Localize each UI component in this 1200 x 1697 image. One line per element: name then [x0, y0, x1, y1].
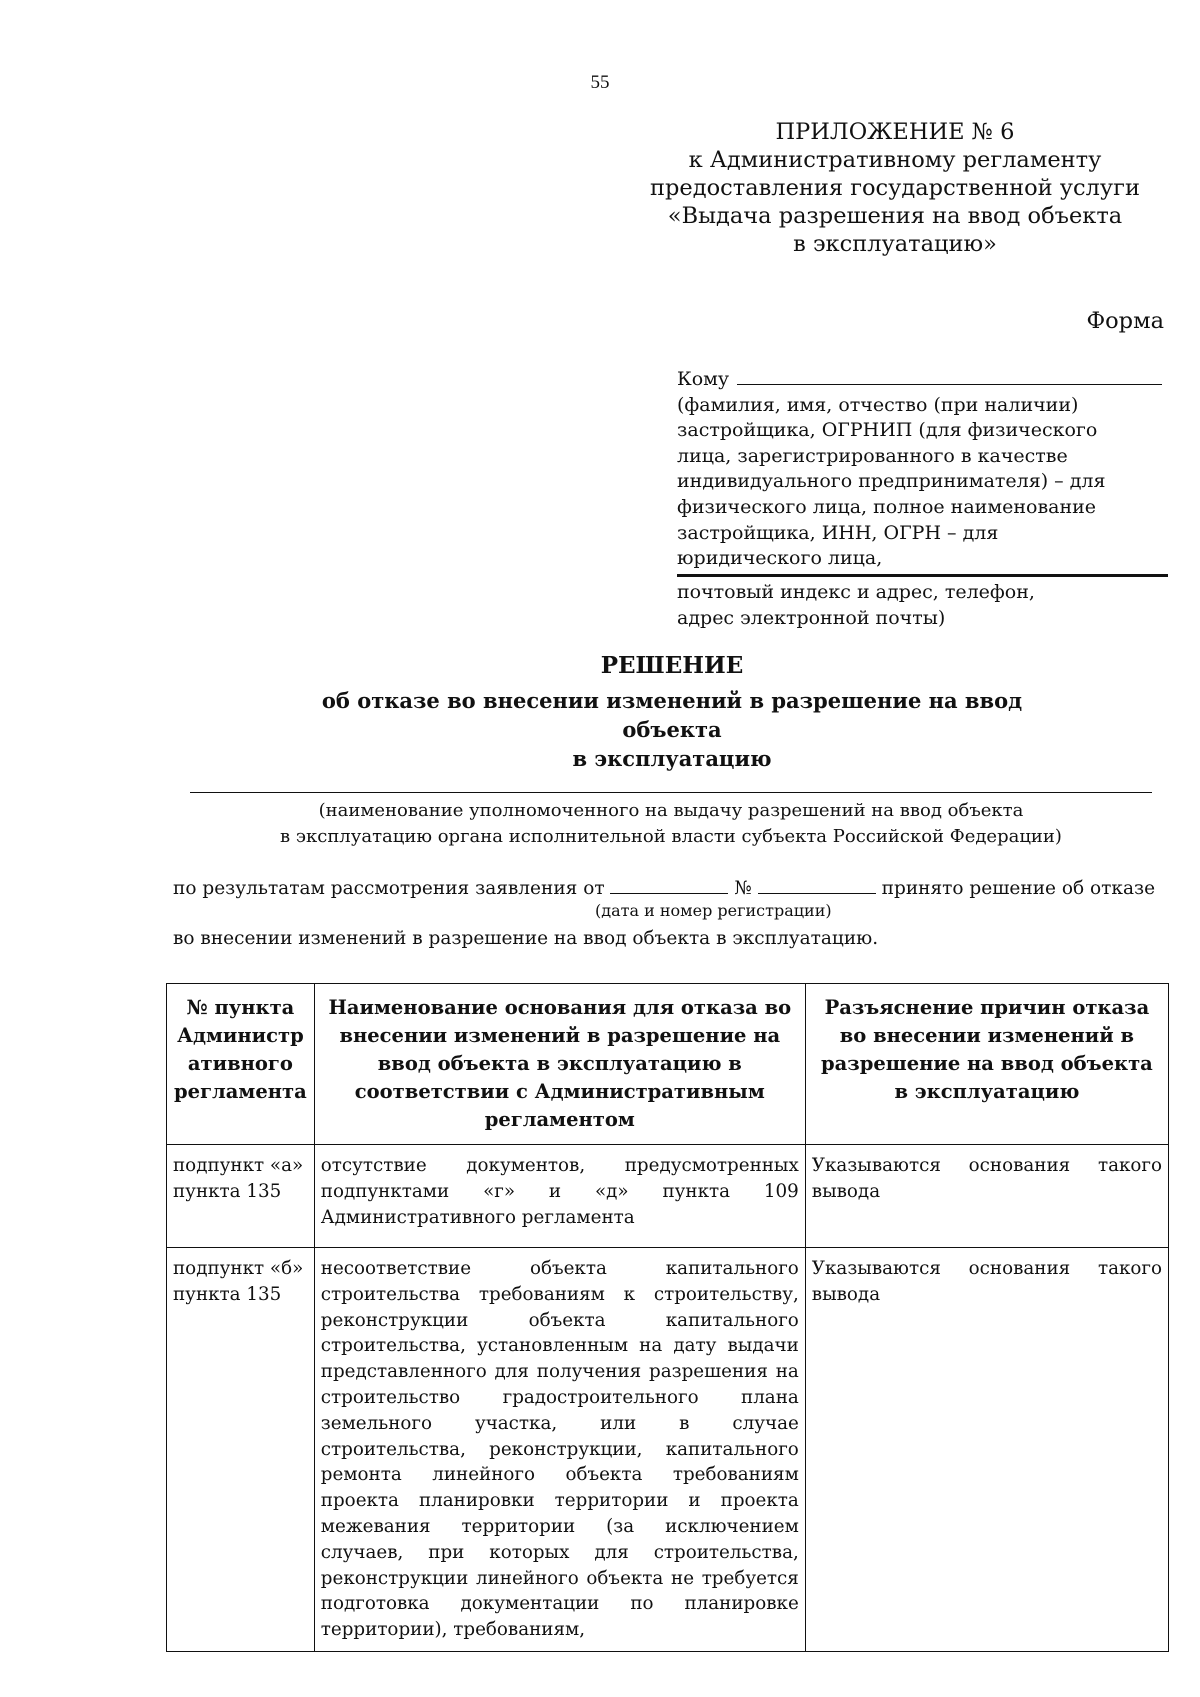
column-header: № пункта Администр ативного регламента: [167, 984, 315, 1145]
table-cell-point: подпункт «а» пункта 135: [167, 1145, 315, 1248]
appendix-line: «Выдача разрешения на ввод объекта: [667, 203, 1123, 229]
decision-subtitle-line: в эксплуатацию: [572, 746, 772, 771]
recipient-caption-line: физического лица, полное наименование: [677, 495, 1097, 518]
result-statement: [173, 876, 1158, 901]
recipient-caption-line: почтовый индекс и адрес, телефон,: [677, 581, 1035, 603]
decision-title: РЕШЕНИЕ: [600, 652, 744, 679]
date-blank: [610, 877, 728, 894]
authority-caption-line: (наименование уполномоченного на выдачу разрешений на ввод объекта: [318, 800, 1024, 821]
recipient-block-continued: [677, 580, 1167, 631]
recipient-divider: [677, 574, 1168, 577]
recipient-komu-row: [677, 366, 1167, 393]
table-cell-explanation: Указываются основания такого вывода: [805, 1248, 1168, 1652]
appendix-line: предоставления государственной услуги: [650, 175, 1140, 201]
recipient-caption-line: застройщика, ОГРНИП (для физического: [677, 419, 1098, 442]
authority-caption-line: в эксплуатацию органа исполнительной власти субъекта Российской Федерации): [280, 825, 1062, 847]
recipient-caption-line: лица, зарегистрированного в качестве: [677, 444, 1068, 467]
date-caption: (дата и номер регистрации): [595, 901, 832, 920]
column-header: Разъяснение причин отказа во внесении изменений в разрешение на ввод объекта в эксплуатацию: [805, 984, 1168, 1145]
number-blank: [758, 877, 876, 894]
number-sign: №: [734, 878, 752, 899]
authority-caption: [190, 798, 1152, 849]
page-number: 55: [590, 72, 610, 93]
recipient-caption-line: адрес электронной почты): [677, 606, 946, 629]
appendix-line: в эксплуатацию»: [793, 231, 997, 257]
recipient-caption-line: (фамилия, имя, отчество (при наличии): [677, 393, 1079, 416]
table-cell-ground: отсутствие документов, предусмотренных подпунктами «г» и «д» пункта 109 Административного регламента: [314, 1145, 805, 1248]
result-statement-line2: во внесении изменений в разрешение на ввод объекта в эксплуатацию.: [173, 928, 879, 949]
refusal-grounds-table: [166, 983, 1169, 1652]
recipient-block: [677, 366, 1167, 572]
recipient-caption-line: индивидуального предпринимателя) – для: [677, 470, 1106, 493]
recipient-caption-line: застройщика, ИНН, ОГРН – для: [677, 521, 999, 544]
decision-subtitle: [270, 686, 1074, 773]
table-row: [167, 1145, 1169, 1248]
column-header: Наименование основания для отказа во внесении изменений в разрешение на ввод объекта в эксплуатацию в соответствии с Административным регламентом: [314, 984, 805, 1145]
table-cell-explanation: Указываются основания такого вывода: [805, 1145, 1168, 1248]
recipient-caption-line: юридического лица,: [677, 547, 883, 570]
authority-blank-line: [190, 792, 1152, 793]
form-label: Форма: [1086, 308, 1164, 334]
table-cell-ground: несоответствие объекта капитального строительства требованиям к строительству, реконструкции объекта капитального строительства, установленным на дату выдачи представленного для получения разрешения на строительство градостроительного плана земельного участка, или в случае строительства, реконструкции, капитального ремонта линейного объекта требованиям проекта планировки территории и проекта межевания территории (за исключением случаев, при которых для строительства, реконструкции линейного объекта не требуется подготовка документации по планировке территории), требованиям,: [314, 1248, 805, 1652]
recipient-blank-line: [737, 366, 1162, 385]
table-row: [167, 1248, 1169, 1652]
komu-label: Кому: [677, 368, 730, 390]
appendix-header: [640, 118, 1150, 258]
result-text: принято решение об отказе: [881, 878, 1156, 899]
table-header-row: [167, 984, 1169, 1145]
appendix-title: ПРИЛОЖЕНИЕ № 6: [775, 119, 1015, 145]
decision-subtitle-line: об отказе во внесении изменений в разрешение на ввод объекта: [321, 688, 1023, 742]
table-cell-point: подпункт «б» пункта 135: [167, 1248, 315, 1652]
appendix-line: к Административному регламенту: [688, 147, 1102, 173]
result-text: по результатам рассмотрения заявления от: [173, 878, 605, 899]
